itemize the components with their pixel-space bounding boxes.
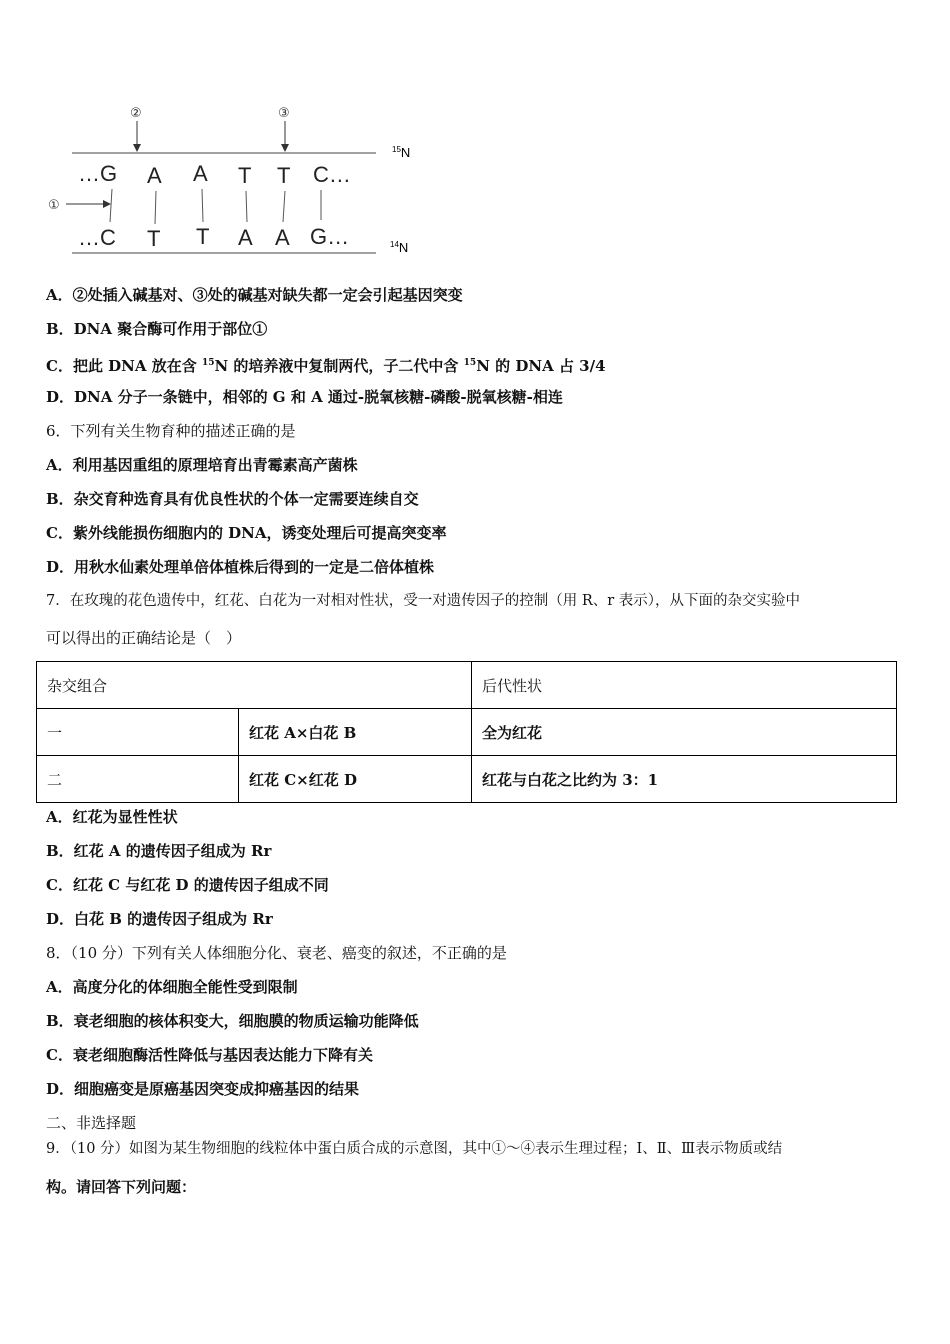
q9-stem-line1: 9．（10 分）如图为某生物细胞的线粒体中蛋白质合成的示意图，其中①～④表示生理过程；Ⅰ、Ⅱ、Ⅲ表示物质或结 xyxy=(46,1141,783,1157)
section-heading: 二、非选择题 xyxy=(46,1114,137,1132)
bottom-strand-isotope-label: $^{14}$N xyxy=(390,240,409,255)
table-header-offspring: 后代性状 xyxy=(472,662,897,709)
table-cell-cross: 红花 C×红花 D xyxy=(239,756,472,803)
base-pair-bond xyxy=(202,189,203,222)
q6-option-d: D．用秋水仙素处理单倍体植株后得到的一定是二倍体植株 xyxy=(46,558,435,576)
q5-option-b: B．DNA 聚合酶可作用于部位① xyxy=(46,320,268,338)
q6-option-b: B．杂交育种选育具有优良性状的个体一定需要连续自交 xyxy=(46,490,419,508)
q7-option-d: D．白花 B 的遗传因子组成为 Rr xyxy=(46,910,273,928)
q5-option-d: D．DNA 分子一条链中，相邻的 G 和 A 通过-脱氧核糖-磷酸-脱氧核糖-相连 xyxy=(46,388,563,406)
base-pair-bond xyxy=(283,191,285,222)
q7-cross-table xyxy=(36,661,897,803)
bottom-base-2: T xyxy=(147,226,161,251)
q6-option-a: A．利用基因重组的原理培育出青霉素高产菌株 xyxy=(46,456,358,474)
top-base-6: C… xyxy=(313,162,351,187)
q7-option-a: A．红花为显性性状 xyxy=(46,808,178,826)
dna-diagram xyxy=(40,95,440,265)
base-pair-bond xyxy=(155,191,156,224)
bottom-base-4: A xyxy=(238,225,253,250)
q8-option-d: D．细胞癌变是原癌基因突变成抑癌基因的结果 xyxy=(46,1080,360,1098)
q5-option-c: C．把此 DNA 放在含 $^{15}$N 的培养液中复制两代，子二代中含 $^{15}$N 的 DNA 占 3/4 xyxy=(46,357,606,375)
marker-3: ③ xyxy=(278,106,290,121)
marker-2: ② xyxy=(130,106,142,121)
q8-option-b: B．衰老细胞的核体积变大，细胞膜的物质运输功能降低 xyxy=(46,1012,419,1030)
top-strand-isotope-label: $^{15}$N xyxy=(392,145,411,160)
q8-option-c: C．衰老细胞酶活性降低与基因表达能力下降有关 xyxy=(46,1046,373,1064)
q7-option-c: C．红花 C 与红花 D 的遗传因子组成不同 xyxy=(46,876,329,894)
bottom-base-3: T xyxy=(196,224,210,249)
top-base-3: A xyxy=(193,161,208,186)
table-header-row xyxy=(37,662,897,709)
q7-stem-line2: 可以得出的正确结论是（ ） xyxy=(46,629,242,647)
q9-stem-line2: 构。请回答下列问题： xyxy=(46,1178,197,1196)
table-row xyxy=(37,709,897,756)
table-cell-result: 全为红花 xyxy=(472,709,897,756)
bottom-base-5: A xyxy=(275,225,290,250)
marker-1: ① xyxy=(48,198,60,213)
q8-option-a: A．高度分化的体细胞全能性受到限制 xyxy=(46,978,298,996)
table-cell-cross: 红花 A×白花 B xyxy=(239,709,472,756)
bottom-base-6: G… xyxy=(310,224,350,249)
base-pair-bond xyxy=(246,191,247,222)
q7-stem-line1: 7．在玫瑰的花色遗传中，红花、白花为一对相对性状，受一对遗传因子的控制（用 R、r 表示），从下面的杂交实验中 xyxy=(46,593,801,609)
top-base-5: T xyxy=(277,163,291,188)
q8-stem: 8．（10 分）下列有关人体细胞分化、衰老、癌变的叙述，不正确的是 xyxy=(46,944,507,962)
table-cell-result: 红花与白花之比约为 3：1 xyxy=(472,756,897,803)
q6-stem: 6．下列有关生物育种的描述正确的是 xyxy=(46,422,296,440)
table-row xyxy=(37,756,897,803)
table-cell-group: 一 xyxy=(37,709,239,756)
table-header-cross: 杂交组合 xyxy=(37,662,472,709)
q7-option-b: B．红花 A 的遗传因子组成为 Rr xyxy=(46,842,272,860)
top-base-4: T xyxy=(238,163,252,188)
q6-option-c: C．紫外线能损伤细胞内的 DNA，诱变处理后可提高突变率 xyxy=(46,524,447,542)
base-pair-bond xyxy=(110,189,112,222)
q5-option-a: A．②处插入碱基对、③处的碱基对缺失都一定会引起基因突变 xyxy=(46,286,463,304)
top-base-1: …G xyxy=(78,161,118,186)
table-cell-group: 二 xyxy=(37,756,239,803)
top-base-2: A xyxy=(147,163,162,188)
bottom-base-1: …C xyxy=(78,225,116,250)
